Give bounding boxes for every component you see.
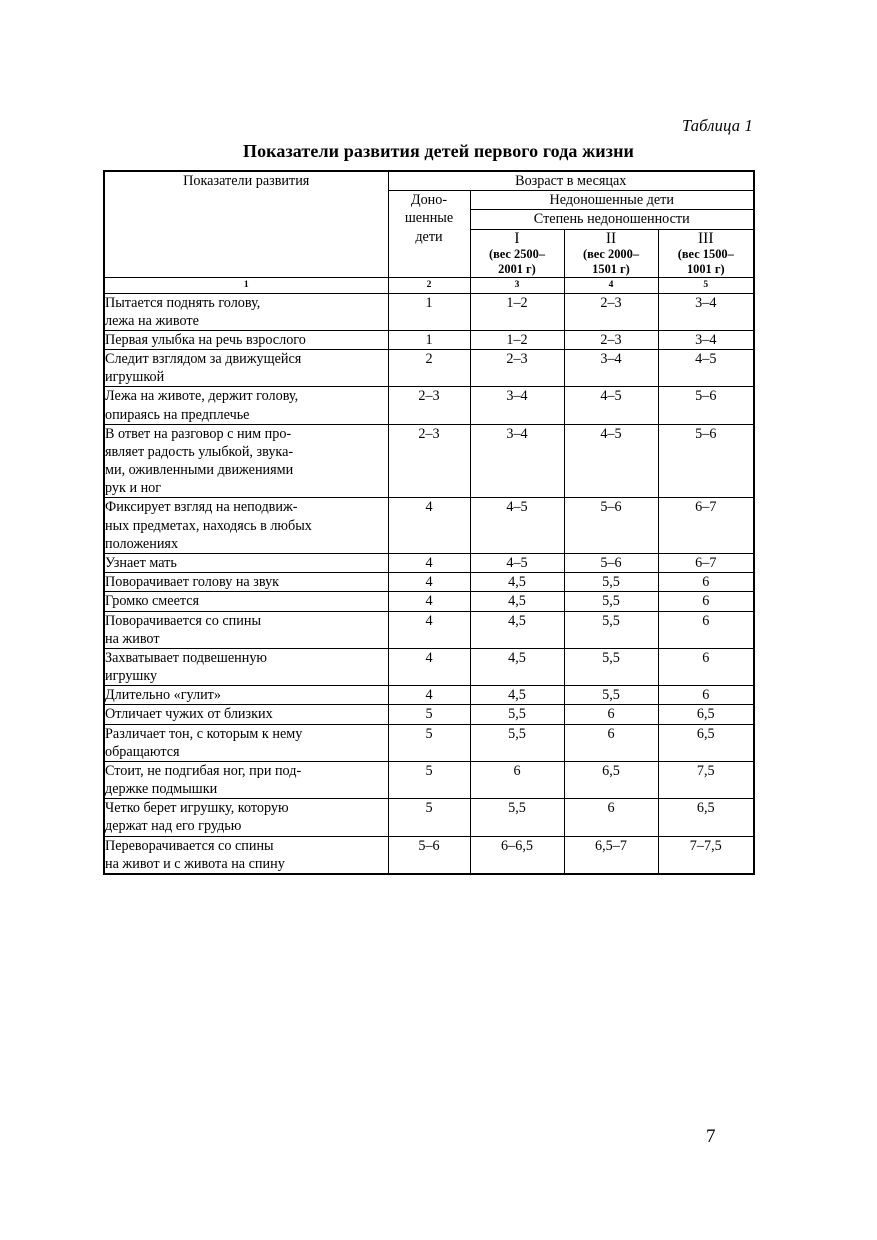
- degree-3-value: 6: [658, 592, 754, 611]
- column-number-row: [104, 277, 754, 293]
- degree-2-value: 5,5: [564, 573, 658, 592]
- degree-2-value: 6,5–7: [564, 836, 658, 874]
- degree-1-value: 4,5: [470, 648, 564, 685]
- indicator-cell: [104, 724, 388, 761]
- indicator-line-2: лежа на животе: [105, 312, 199, 329]
- full-term-value: 5: [388, 724, 470, 761]
- degree-3-value: 6: [658, 648, 754, 685]
- indicator-line-1: Лежа на животе, держит голову,: [105, 388, 299, 405]
- indicator-cell: [104, 761, 388, 798]
- indicator-line-2: держке подмышки: [105, 781, 218, 798]
- indicator-line-1: Четко берет игрушку, которую: [105, 800, 289, 817]
- degree-1-value: 3–4: [470, 387, 564, 424]
- header-indicators: Показатели развития: [104, 171, 388, 277]
- degree-2-value: 5,5: [564, 611, 658, 648]
- header-full-term-children: [388, 191, 470, 277]
- degree-2-value: 5,5: [564, 592, 658, 611]
- header-preterm-children: Недоношенные дети: [470, 191, 754, 210]
- indicator-cell: [104, 836, 388, 874]
- degree-3-value: 6,5: [658, 724, 754, 761]
- degree-1-value: 2–3: [470, 350, 564, 387]
- indicator-line-2: являет радость улыбкой, звука-: [105, 443, 294, 460]
- table-row: [104, 350, 754, 387]
- indicator-line-1: В ответ на разговор с ним про-: [105, 425, 292, 442]
- table-row: [104, 611, 754, 648]
- indicator-line-1: Захватывает подвешенную: [105, 649, 268, 666]
- development-table-wrapper: [103, 170, 753, 875]
- full-term-value: 4: [388, 592, 470, 611]
- degree-2-value: 2–3: [564, 293, 658, 330]
- full-term-line-1: Доно-: [410, 192, 448, 209]
- header-degree-3: [658, 229, 754, 277]
- degree-1-value: 6–6,5: [470, 836, 564, 874]
- degree-2-value: 5–6: [564, 498, 658, 554]
- table-row: [104, 293, 754, 330]
- indicator-line-1: Длительно «гулит»: [105, 687, 221, 704]
- table-row: [104, 498, 754, 554]
- degree-1-value: 4,5: [470, 573, 564, 592]
- header-degree-of-prematurity: Степень недоношенности: [470, 210, 754, 229]
- degree-2-roman: II: [605, 229, 617, 247]
- degree-3-value: 6–7: [658, 553, 754, 572]
- degree-1-value: 4,5: [470, 592, 564, 611]
- indicator-line-1: Отличает чужих от близких: [105, 706, 273, 723]
- degree-1-value: 5,5: [470, 724, 564, 761]
- development-indicators-table: [103, 170, 755, 875]
- indicator-line-1: Фиксирует взгляд на неподвиж-: [105, 499, 298, 516]
- indicator-cell: [104, 799, 388, 836]
- full-term-value: 4: [388, 573, 470, 592]
- degree-2-value: 5,5: [564, 686, 658, 705]
- full-term-line-2: шенные: [404, 210, 454, 227]
- indicator-line-1: Первая улыбка на речь взрослого: [105, 331, 306, 348]
- degree-2-value: 2–3: [564, 330, 658, 349]
- indicator-cell: [104, 705, 388, 724]
- full-term-value: 4: [388, 686, 470, 705]
- column-number-3: 3: [470, 277, 564, 293]
- full-term-value: 1: [388, 293, 470, 330]
- indicator-line-1: Поворачивает голову на звук: [105, 574, 280, 591]
- degree-1-value: 4–5: [470, 498, 564, 554]
- indicator-line-1: Поворачивается со спины: [105, 612, 261, 629]
- degree-1-roman: I: [514, 229, 520, 247]
- full-term-value: 4: [388, 611, 470, 648]
- full-term-value: 2–3: [388, 424, 470, 498]
- indicator-line-2: обращаются: [105, 743, 180, 760]
- degree-3-value: 6–7: [658, 498, 754, 554]
- indicator-line-3: ми, оживленными движениями: [105, 462, 294, 479]
- degree-3-value: 5–6: [658, 424, 754, 498]
- degree-3-weight-line-2: 1001 г): [686, 261, 725, 276]
- full-term-line-3: дети: [415, 228, 443, 245]
- indicator-line-2: опираясь на предплечье: [105, 406, 250, 423]
- full-term-value: 2–3: [388, 387, 470, 424]
- degree-1-value: 4,5: [470, 611, 564, 648]
- indicator-cell: [104, 686, 388, 705]
- degree-3-value: 6,5: [658, 705, 754, 724]
- table-body: [104, 293, 754, 874]
- degree-3-value: 7,5: [658, 761, 754, 798]
- indicator-line-1: Переворачивается со спины: [105, 837, 274, 854]
- indicator-line-1: Громко смеется: [105, 593, 200, 610]
- degree-2-value: 5,5: [564, 648, 658, 685]
- full-term-value: 1: [388, 330, 470, 349]
- degree-2-value: 5–6: [564, 553, 658, 572]
- page-title: Показатели развития детей первого года жизни: [242, 141, 635, 161]
- degree-3-weight-line-1: (вес 1500–: [677, 247, 734, 262]
- page-number: 7: [706, 1126, 716, 1147]
- header-degree-1: [470, 229, 564, 277]
- table-row: [104, 761, 754, 798]
- indicator-cell: [104, 293, 388, 330]
- degree-2-value: 6: [564, 724, 658, 761]
- degree-1-weight-line-2: 2001 г): [498, 261, 536, 276]
- column-number-5: 5: [658, 277, 754, 293]
- indicator-cell: [104, 350, 388, 387]
- table-row: [104, 553, 754, 572]
- indicator-cell: [104, 330, 388, 349]
- indicator-line-3: положениях: [105, 535, 179, 552]
- full-term-value: 5: [388, 761, 470, 798]
- degree-3-value: 6: [658, 686, 754, 705]
- indicator-cell: [104, 424, 388, 498]
- table-caption: Таблица 1: [681, 116, 753, 135]
- degree-1-value: 1–2: [470, 293, 564, 330]
- degree-3-value: 6,5: [658, 799, 754, 836]
- degree-1-value: 4–5: [470, 553, 564, 572]
- full-term-value: 5: [388, 799, 470, 836]
- degree-3-value: 4–5: [658, 350, 754, 387]
- degree-1-value: 5,5: [470, 799, 564, 836]
- header-degree-2: [564, 229, 658, 277]
- degree-3-value: 7–7,5: [658, 836, 754, 874]
- column-number-2: 2: [388, 277, 470, 293]
- indicator-cell: [104, 592, 388, 611]
- full-term-value: 5: [388, 705, 470, 724]
- full-term-value: 5–6: [388, 836, 470, 874]
- degree-1-value: 1–2: [470, 330, 564, 349]
- table-row: [104, 592, 754, 611]
- full-term-value: 4: [388, 553, 470, 572]
- table-row: [104, 686, 754, 705]
- indicator-line-2: на живот: [105, 630, 160, 647]
- indicator-line-2: игрушкой: [105, 369, 165, 386]
- indicator-cell: [104, 553, 388, 572]
- degree-2-value: 4–5: [564, 424, 658, 498]
- table-row: [104, 705, 754, 724]
- indicator-line-1: Следит взглядом за движущейся: [105, 351, 302, 368]
- degree-2-value: 6: [564, 799, 658, 836]
- degree-1-value: 4,5: [470, 686, 564, 705]
- header-row-1: [104, 171, 754, 191]
- indicator-cell: [104, 611, 388, 648]
- degree-3-value: 5–6: [658, 387, 754, 424]
- degree-3-value: 6: [658, 611, 754, 648]
- indicator-cell: [104, 498, 388, 554]
- indicator-line-1: Стоит, не подгибая ног, при под-: [105, 762, 302, 779]
- column-number-4: 4: [564, 277, 658, 293]
- full-term-value: 4: [388, 648, 470, 685]
- degree-3-value: 3–4: [658, 330, 754, 349]
- indicator-line-1: Пытается поднять голову,: [105, 294, 261, 311]
- degree-1-value: 3–4: [470, 424, 564, 498]
- table-row: [104, 836, 754, 874]
- table-row: [104, 330, 754, 349]
- degree-2-value: 4–5: [564, 387, 658, 424]
- indicator-line-1: Различает тон, с которым к нему: [105, 725, 303, 742]
- indicator-cell: [104, 648, 388, 685]
- degree-2-value: 3–4: [564, 350, 658, 387]
- column-number-1: 1: [104, 277, 388, 293]
- table-header: [104, 171, 754, 293]
- degree-1-value: 6: [470, 761, 564, 798]
- indicator-line-2: игрушку: [105, 668, 158, 685]
- table-row: [104, 387, 754, 424]
- degree-2-weight-line-1: (вес 2000–: [582, 247, 640, 262]
- full-term-value: 4: [388, 498, 470, 554]
- indicator-line-2: ных предметах, находясь в любых: [105, 517, 312, 534]
- table-row: [104, 424, 754, 498]
- table-row: [104, 573, 754, 592]
- degree-3-value: 3–4: [658, 293, 754, 330]
- degree-3-roman: III: [698, 229, 714, 247]
- full-term-value: 2: [388, 350, 470, 387]
- table-row: [104, 799, 754, 836]
- indicator-line-2: держат над его грудью: [105, 818, 242, 835]
- degree-3-value: 6: [658, 573, 754, 592]
- indicator-cell: [104, 573, 388, 592]
- degree-2-value: 6: [564, 705, 658, 724]
- indicator-line-1: Узнает мать: [105, 554, 177, 571]
- degree-1-weight-line-1: (вес 2500–: [488, 247, 546, 262]
- indicator-cell: [104, 387, 388, 424]
- indicator-line-2: на живот и с живота на спину: [105, 855, 285, 872]
- table-row: [104, 648, 754, 685]
- degree-2-value: 6,5: [564, 761, 658, 798]
- header-age-in-months: Возраст в месяцах: [388, 171, 754, 191]
- degree-1-value: 5,5: [470, 705, 564, 724]
- degree-2-weight-line-2: 1501 г): [592, 261, 630, 276]
- indicator-line-4: рук и ног: [105, 480, 162, 497]
- table-row: [104, 724, 754, 761]
